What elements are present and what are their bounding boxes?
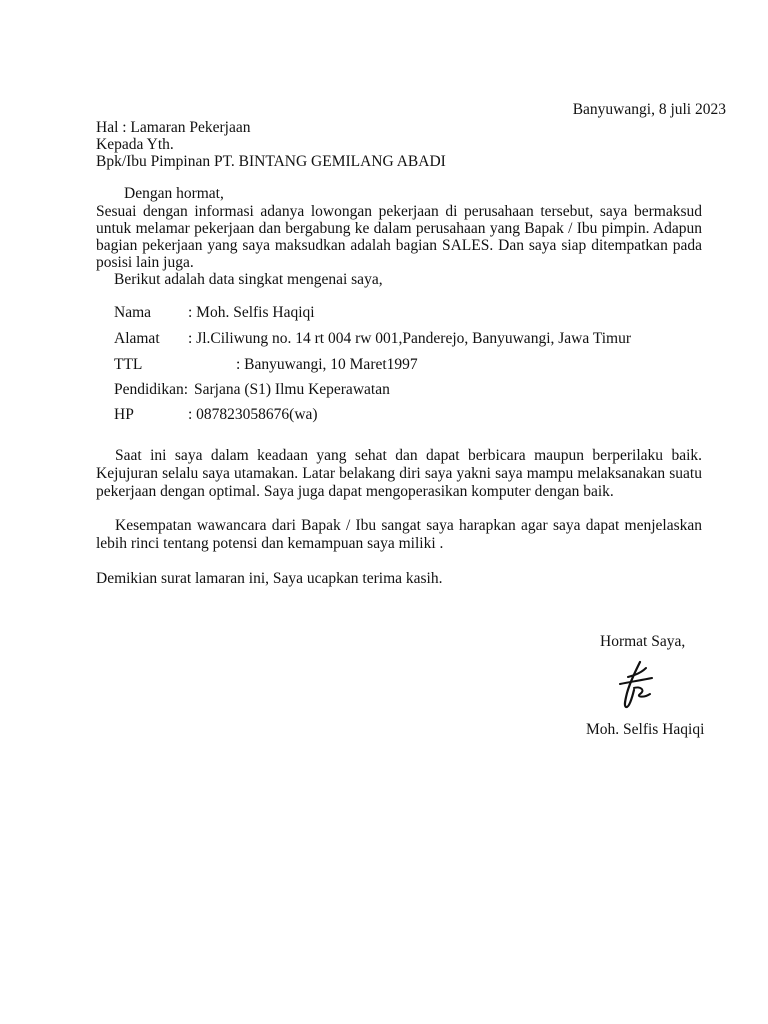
condition-paragraph: Saat ini saya dalam keadaan yang sehat dan dapat berbicara maupun berperilaku baik. Kejujuran selalu saya utamakan. Latar belakang diri saya yakni saya mampu melaksanakan suatu pekerjaan dengan optimal. Saya juga dapat mengoperasikan komputer dengan baik. xyxy=(96,447,702,500)
recipient-to: Kepada Yth. xyxy=(96,136,174,153)
recipient-name: Bpk/Ibu Pimpinan PT. BINTANG GEMILANG ABADI xyxy=(96,153,446,170)
education-label: Pendidikan: xyxy=(114,381,189,398)
address-value: : Jl.Ciliwung no. 14 rt 004 rw 001,Panderejo, Banyuwangi, Jawa Timur xyxy=(188,330,632,347)
valediction: Hormat Saya, xyxy=(600,633,686,650)
interview-paragraph: Kesempatan wawancara dari Bapak / Ibu sangat saya harapkan agar saya dapat menjelaskan lebih rinci tentang potensi dan kemampuan saya miliki . xyxy=(96,517,702,552)
intro-paragraph: Sesuai dengan informasi adanya lowongan pekerjaan di perusahaan tersebut, saya bermaksud untuk melamar pekerjaan dan bergabung ke dalam perusahaan yang Bapak / Ibu pimpin. Adapun bagian pekerjaan yang saya maksudkan adalah bagian SALES. Dan saya siap ditempatkan pada posisi lain juga. xyxy=(96,203,702,271)
letter-subject: Hal : Lamaran Pekerjaan xyxy=(96,119,251,136)
phone-label: HP xyxy=(114,406,134,423)
ttl-value: : Banyuwangi, 10 Maret1997 xyxy=(236,356,418,373)
data-intro: Berikut adalah data singkat mengenai saya, xyxy=(114,271,383,288)
letter-date: Banyuwangi, 8 juli 2023 xyxy=(572,101,726,118)
address-label: Alamat xyxy=(114,330,160,347)
handwritten-signature-icon xyxy=(610,660,666,710)
signer-name: Moh. Selfis Haqiqi xyxy=(586,721,705,738)
greeting: Dengan hormat, xyxy=(124,185,224,202)
closing-line: Demikian surat lamaran ini, Saya ucapkan terima kasih. xyxy=(96,570,443,587)
name-value: : Moh. Selfis Haqiqi xyxy=(188,304,315,321)
phone-value: : 087823058676(wa) xyxy=(188,406,318,423)
name-label: Nama xyxy=(114,304,152,321)
education-value: Sarjana (S1) Ilmu Keperawatan xyxy=(194,381,390,398)
ttl-label: TTL xyxy=(114,356,143,373)
